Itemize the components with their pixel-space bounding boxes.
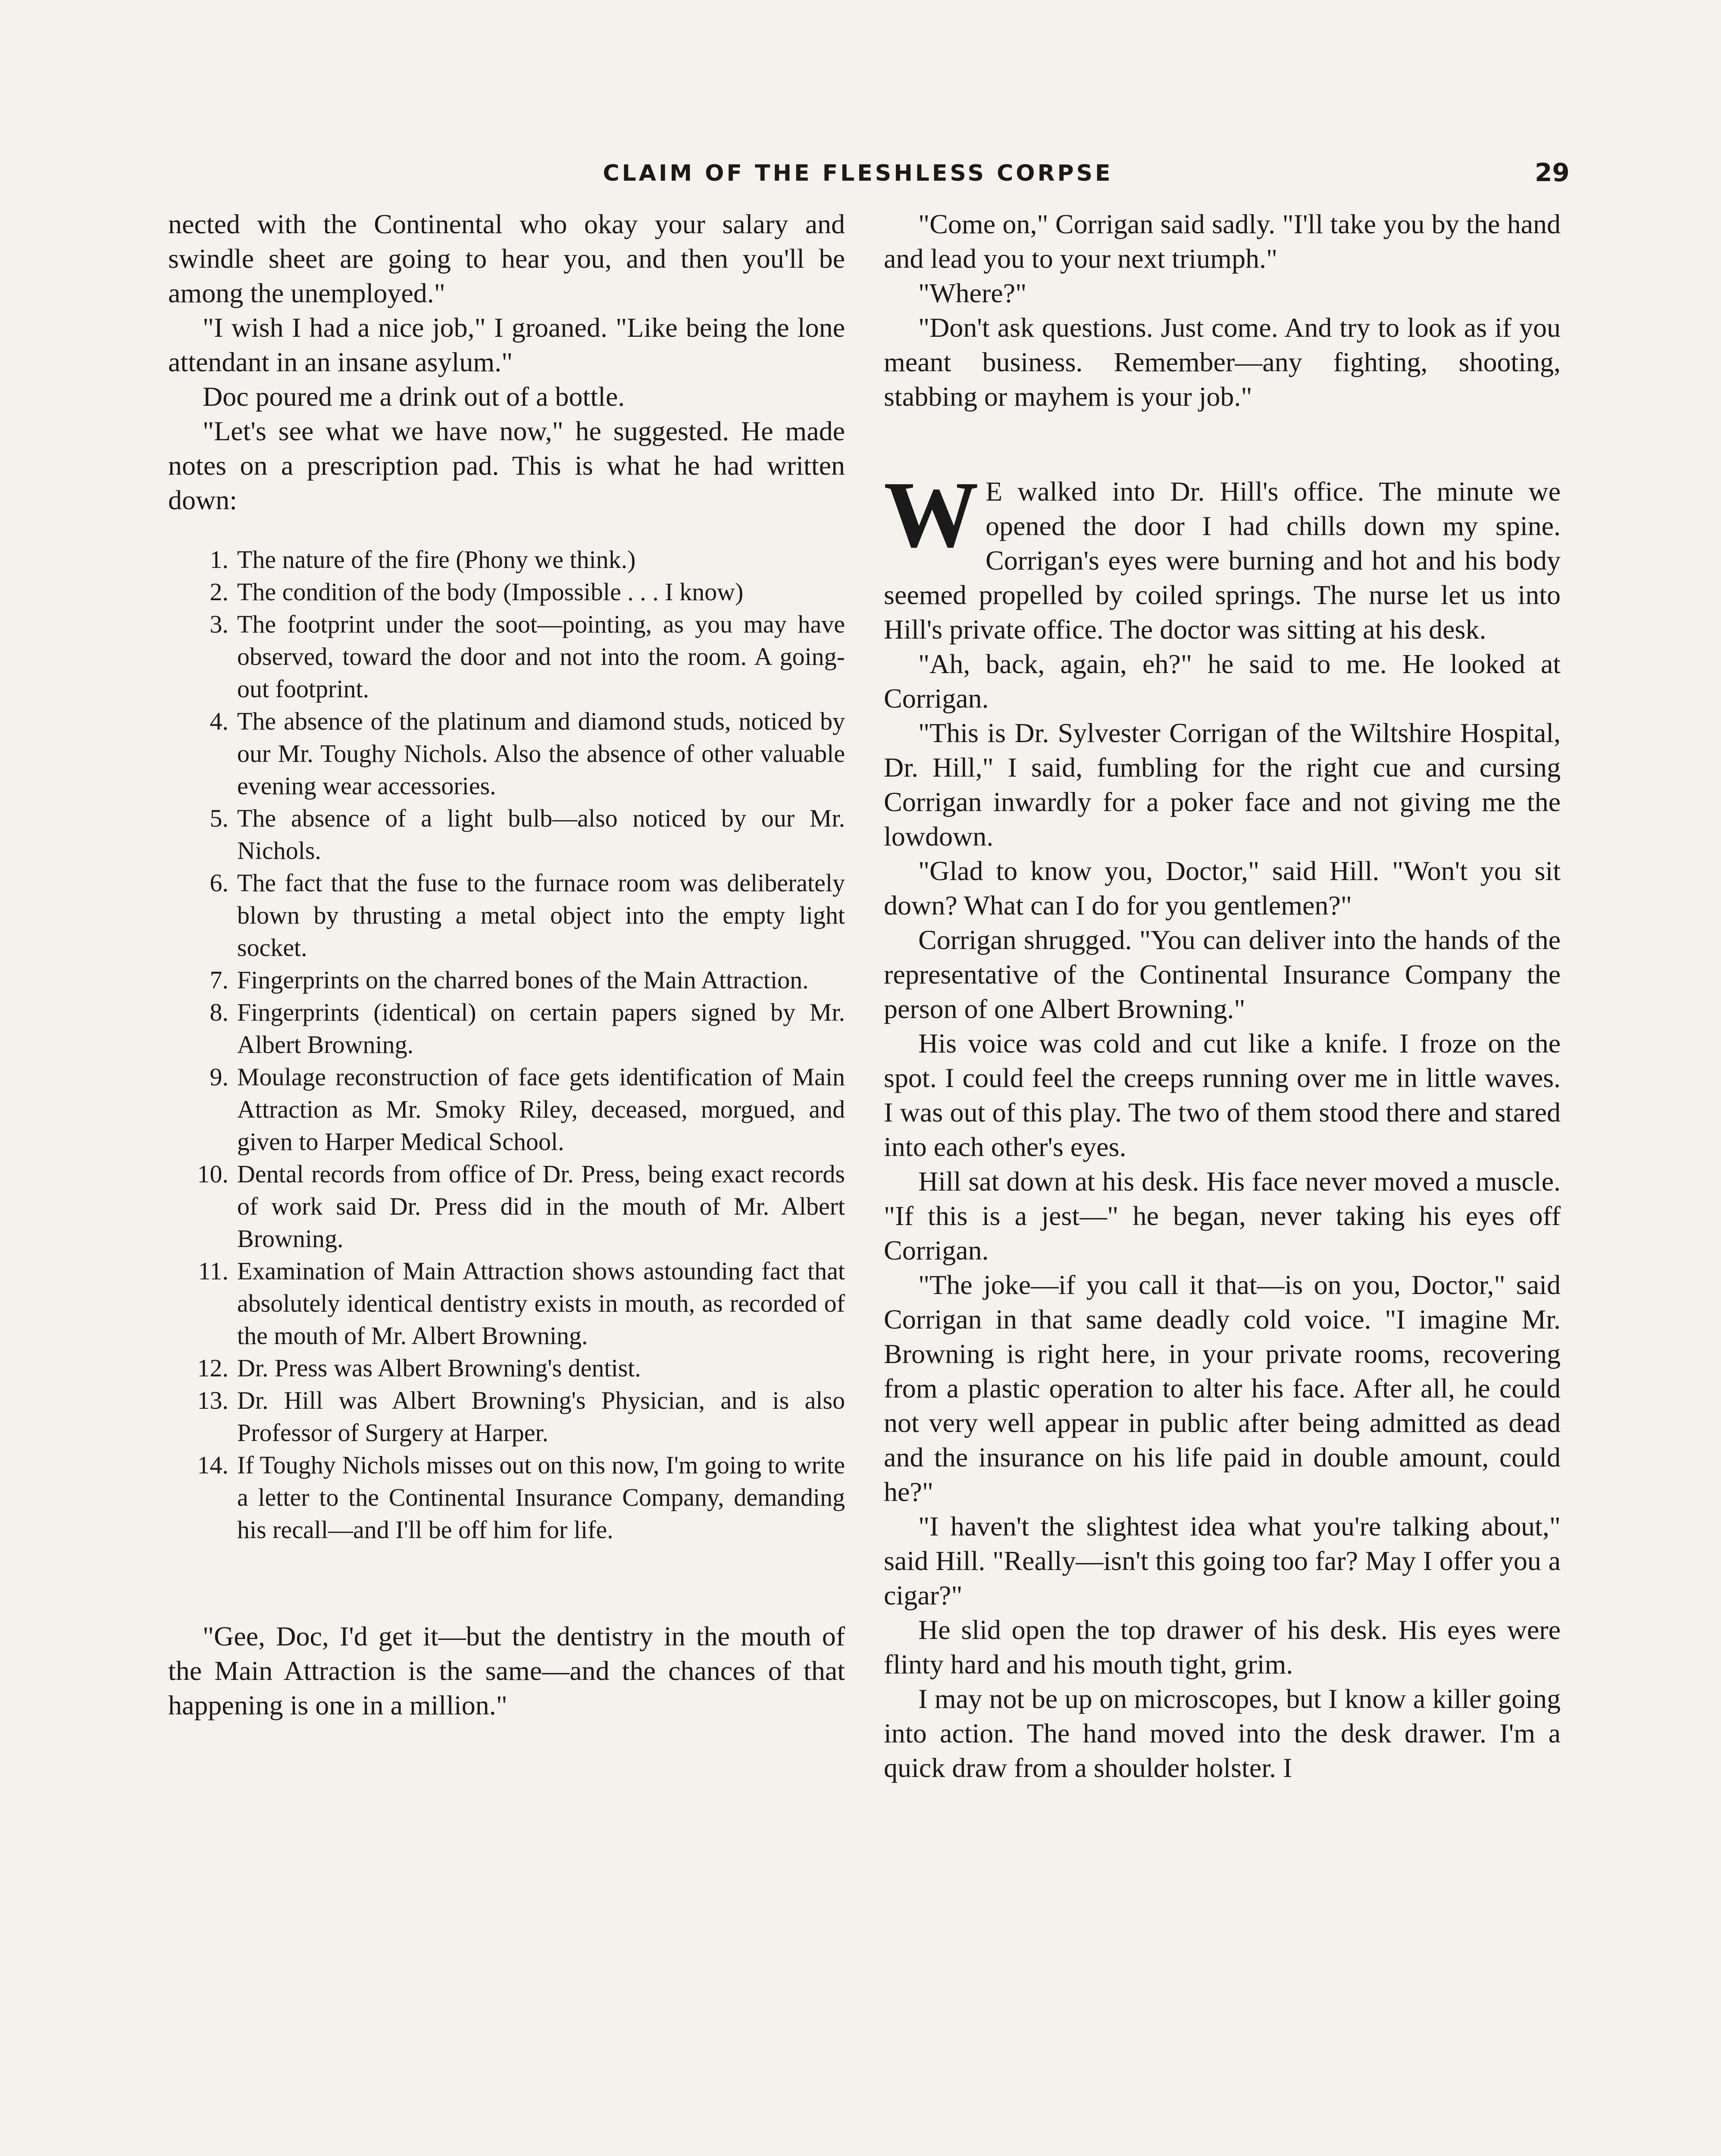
paragraph: Doc poured me a drink out of a bottle. <box>203 381 625 412</box>
note-number: 13. <box>197 1386 228 1414</box>
paragraph: Corrigan shrugged. "You can deliver into the hands of the representative of the Continental Insurance Company the person of one Albert Browning." <box>884 924 1561 1024</box>
note-text: Examination of Main Attraction shows astounding fact that absolutely identical dentistry exists in mouth, as recorded of the mouth of Mr. Albert Browning. <box>237 1257 845 1350</box>
drop-cap: W <box>884 462 979 567</box>
note-text: Moulage reconstruction of face gets identification of Main Attraction as Mr. Smoky Riley, deceased, morgued, and given to Harper Medical School. <box>237 1063 845 1156</box>
note-item <box>168 705 845 802</box>
note-item <box>168 996 845 1061</box>
note-item <box>168 1158 845 1255</box>
note-number: 1. <box>210 545 228 573</box>
note-item <box>168 867 845 964</box>
paragraph: "I wish I had a nice job," I groaned. "Like being the lone attendant in an insane asylum." <box>168 312 845 377</box>
note-item <box>168 1061 845 1158</box>
paragraph: His voice was cold and cut like a knife. I froze on the spot. I could feel the creeps running over me in little waves. I was out of this play. The two of them stood there and stared into each other's eyes. <box>884 1028 1561 1162</box>
paragraph: "I haven't the slightest idea what you're talking about," said Hill. "Really—isn't this going too far? May I offer you a cigar?" <box>884 1511 1561 1611</box>
paragraph: "Let's see what we have now," he suggested. He made notes on a prescription pad. This is what he had written down: <box>168 416 845 515</box>
note-item <box>168 1449 845 1546</box>
note-number: 3. <box>210 610 228 638</box>
right-column <box>884 207 1561 1785</box>
section-opening <box>884 462 1561 647</box>
page-number: 29 <box>1535 158 1570 187</box>
paragraph: "This is Dr. Sylvester Corrigan of the Wiltshire Hospital, Dr. Hill," I said, fumbling for the right cue and cursing Corrigan inwardly for a poker face and not giving me the lowdown. <box>884 718 1561 852</box>
running-header: CLAIM OF THE FLESHLESS CORPSE <box>603 160 1113 186</box>
note-number: 9. <box>210 1063 228 1091</box>
paragraph: Hill sat down at his desk. His face never moved a muscle. "If this is a jest—" he began, never taking his eyes off Corrigan. <box>884 1166 1561 1266</box>
note-text: Dr. Press was Albert Browning's dentist. <box>237 1354 641 1382</box>
left-column <box>168 207 845 1723</box>
note-text: The absence of the platinum and diamond studs, noticed by our Mr. Toughy Nichols. Also the absence of other valuable evening wear accessories. <box>237 707 845 800</box>
note-number: 10. <box>197 1160 228 1188</box>
paragraph: "Come on," Corrigan said sadly. "I'll take you by the hand and lead you to your next triumph." <box>884 209 1561 274</box>
note-number: 8. <box>210 998 228 1026</box>
prescription-notes-list <box>168 543 845 1546</box>
section-break <box>884 414 1561 474</box>
note-item <box>168 608 845 705</box>
note-text: The condition of the body (Impossible . . . I know) <box>237 578 744 606</box>
note-item <box>168 802 845 867</box>
note-text: The footprint under the soot—pointing, as you may have observed, toward the door and not into the room. A going-out footprint. <box>237 610 845 703</box>
paragraph: nected with the Continental who okay your salary and swindle sheet are going to hear you, and then you'll be among the unemployed." <box>168 209 845 308</box>
note-number: 6. <box>210 869 228 897</box>
paragraph: "Gee, Doc, I'd get it—but the dentistry in the mouth of the Main Attraction is the same—and the chances of that happening is one in a million." <box>168 1621 845 1720</box>
paragraph: "Where?" <box>918 278 1027 308</box>
note-number: 4. <box>210 707 228 735</box>
note-item <box>168 543 845 576</box>
note-number: 2. <box>210 578 228 606</box>
note-text: Fingerprints on the charred bones of the Main Attraction. <box>237 966 809 994</box>
note-text: The absence of a light bulb—also noticed by our Mr. Nichols. <box>237 804 845 865</box>
note-text: Dr. Hill was Albert Browning's Physician, and is also Professor of Surgery at Harper. <box>237 1386 845 1447</box>
note-item <box>168 964 845 996</box>
paragraph: I may not be up on microscopes, but I know a killer going into action. The hand moved into the desk drawer. I'm a quick draw from a shoulder holster. I <box>884 1683 1561 1783</box>
note-text: The nature of the fire (Phony we think.) <box>237 545 636 573</box>
paragraph: E walked into Dr. Hill's office. The minute we opened the door I had chills down my spine. Corrigan's eyes were burning and hot and his body seemed propelled by coiled springs. The nurse let us into Hill's private office. The doctor was sitting at his desk. <box>884 476 1561 645</box>
paragraph: "Glad to know you, Doctor," said Hill. "Won't you sit down? What can I do for you gentlemen?" <box>884 856 1561 921</box>
paragraph: "Ah, back, again, eh?" he said to me. He looked at Corrigan. <box>884 649 1561 714</box>
note-item <box>168 1255 845 1352</box>
note-item <box>168 576 845 608</box>
note-item <box>168 1384 845 1449</box>
note-text: Fingerprints (identical) on certain papers signed by Mr. Albert Browning. <box>237 998 845 1059</box>
note-number: 14. <box>197 1451 228 1479</box>
note-number: 5. <box>210 804 228 832</box>
paragraph: "The joke—if you call it that—is on you, Doctor," said Corrigan in that same deadly cold voice. "I imagine Mr. Browning is right here, in your private rooms, recovering from a plastic operation to alter his face. After all, he could not very well appear in public after being admitted as dead and the insurance on his life paid in double amount, could he?" <box>884 1269 1561 1507</box>
note-number: 11. <box>198 1257 228 1285</box>
spacer <box>168 1572 845 1619</box>
note-text: The fact that the fuse to the furnace room was deliberately blown by thrusting a metal object into the empty light socket. <box>237 869 845 962</box>
note-number: 7. <box>210 966 228 994</box>
note-item <box>168 1352 845 1384</box>
note-text: Dental records from office of Dr. Press, being exact records of work said Dr. Press did in the mouth of Mr. Albert Browning. <box>237 1160 845 1253</box>
paragraph: He slid open the top drawer of his desk. His eyes were flinty hard and his mouth tight, grim. <box>884 1614 1561 1680</box>
note-number: 12. <box>197 1354 228 1382</box>
paragraph: "Don't ask questions. Just come. And try to look as if you meant business. Remember—any fighting, shooting, stabbing or mayhem is your job." <box>884 312 1561 412</box>
note-text: If Toughy Nichols misses out on this now, I'm going to write a letter to the Continental Insurance Company, demanding his recall—and I'll be off him for life. <box>237 1451 845 1544</box>
